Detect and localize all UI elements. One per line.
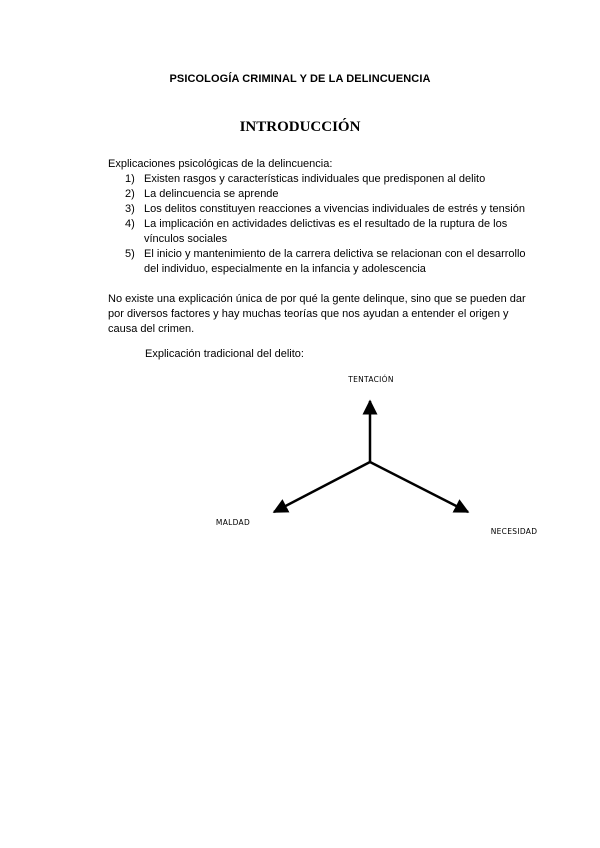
arrow-left	[274, 462, 370, 512]
intro-text: Explicaciones psicológicas de la delincuencia:	[108, 158, 333, 170]
label-tentacion: TENTACIÓN	[348, 375, 394, 384]
section-heading: INTRODUCCIÓN	[239, 119, 361, 135]
list-item-text: La delincuencia se aprende	[144, 188, 279, 200]
diagram-caption: Explicación tradicional del delito:	[145, 348, 304, 360]
list-item-number: 2)	[125, 188, 135, 200]
label-necesidad: NECESIDAD	[490, 527, 538, 536]
label-maldad: MALDAD	[215, 518, 251, 527]
list-item-text: Los delitos constituyen reacciones a vivencias individuales de estrés y tensión	[144, 203, 525, 215]
list-item-number: 4)	[125, 218, 135, 230]
list-item-text: La implicación en actividades delictivas es el resultado de la ruptura de los vínculos sociales	[144, 218, 508, 245]
page-title: PSICOLOGÍA CRIMINAL Y DE LA DELINCUENCIA	[169, 73, 431, 85]
list-item-text: Existen rasgos y características individuales que predisponen al delito	[144, 173, 486, 185]
list-item-number: 1)	[125, 173, 135, 185]
list-item-text: El inicio y mantenimiento de la carrera delictiva se relacionan con el desarrollo del individuo, especialmente en la infancia y adolescencia	[144, 248, 526, 275]
list-item-number: 3)	[125, 203, 135, 215]
list-item-number: 5)	[125, 248, 135, 260]
conclusion-paragraph: No existe una explicación única de por qué la gente delinque, sino que se pueden dar por diversos factores y hay muchas teorías que nos ayudan a entender el origen y causa del crimen.	[108, 293, 526, 335]
arrow-right	[370, 462, 468, 512]
